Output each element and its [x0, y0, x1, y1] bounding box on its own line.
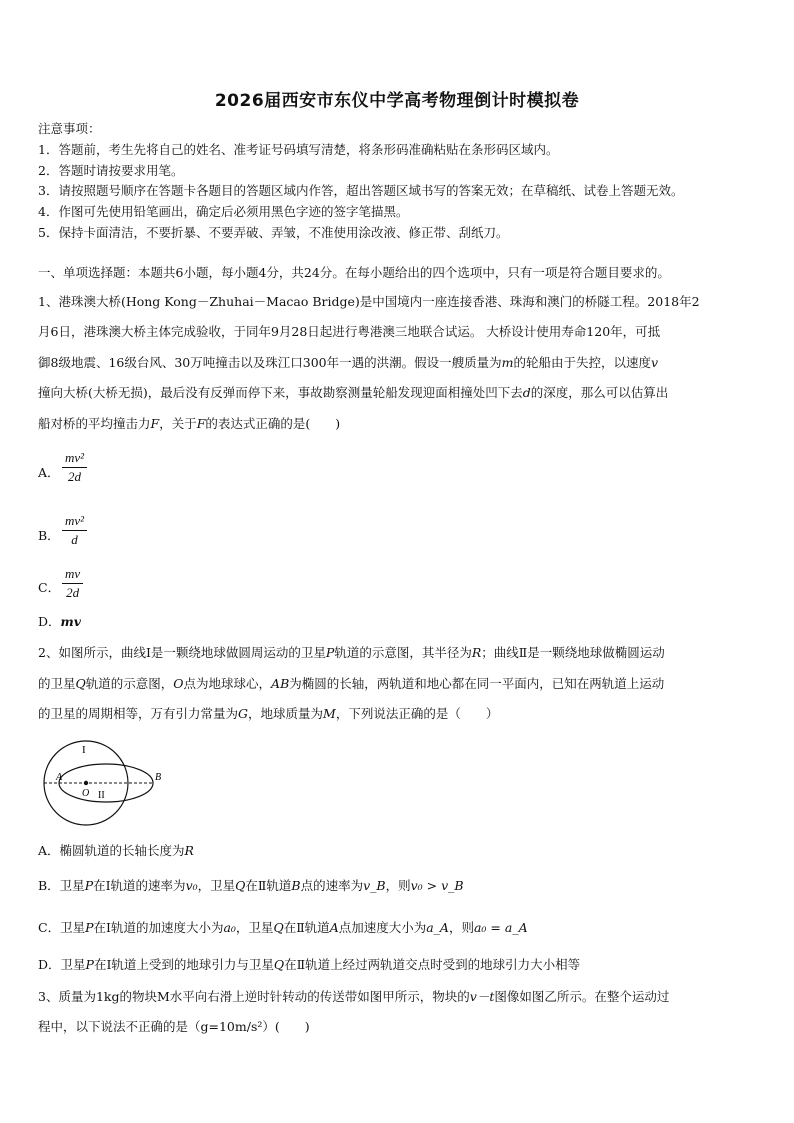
option-label: C． [38, 580, 61, 595]
option-a-fraction: mv² 2d [62, 450, 87, 485]
q2-line: 的卫星的周期相等，万有引力常量为G，地球质量为M，下列说法正确的是（ ） [38, 706, 499, 721]
label-I: I [82, 744, 86, 756]
option-label: B． [38, 528, 60, 543]
page-title: 2026届西安市东仪中学高考物理倒计时模拟卷 [214, 91, 580, 111]
q1-line: 1、港珠澳大桥(Hong Kong－Zhuhai－Macao Bridge)是中国境内一座连接香港、珠海和澳门的桥隧工程。2018年2 [38, 294, 700, 309]
notice-item: 4．作图可先使用铅笔画出，确定后必须用黑色字迹的签字笔描黑。 [38, 204, 409, 219]
q3-line: 程中，以下说法不正确的是（g=10m/s²）( ) [38, 1019, 310, 1034]
notice-item: 1．答题前，考生先将自己的姓名、准考证号码填写清楚，将条形码准确粘贴在条形码区域内。 [38, 142, 559, 157]
option-b-fraction: mv² d [62, 513, 87, 548]
q2-option-b[interactable]: B．卫星P在Ⅰ轨道的速率为v₀，卫星Q在Ⅱ轨道B点的速率为v_B，则v₀ > v_B [38, 878, 464, 893]
q2-option-d[interactable]: D．卫星P在Ⅰ轨道上受到的地球引力与卫星Q在Ⅱ轨道上经过两轨道交点时受到的地球引力大小相等 [38, 957, 581, 972]
notice-item: 2．答题时请按要求用笔。 [38, 163, 184, 178]
q1-line: 月6日，港珠澳大桥主体完成验收，于同年9月28日起进行粤港澳三地联合试运。 大桥设计使用寿命120年，可抵 [38, 324, 661, 339]
label-II: II [98, 790, 105, 801]
q2-option-a[interactable]: A．椭圆轨道的长轴长度为R [38, 843, 194, 858]
q1-line: 撞向大桥(大桥无损)，最后没有反弹而停下来，事故勘察测量轮船发现迎面相撞处凹下去d的深度，那么可以估算出 [38, 385, 669, 400]
notice-item: 3．请按照题号顺序在答题卡各题目的答题区域内作答，超出答题区域书写的答案无效；在草稿纸、试卷上答题无效。 [38, 183, 684, 198]
option-label: A． [38, 465, 60, 480]
section-heading: 一、单项选择题：本题共6小题，每小题4分，共24分。在每小题给出的四个选项中，只有一项是符合题目要求的。 [38, 265, 670, 280]
notice-heading: 注意事项： [38, 121, 101, 136]
q2-line: 2、如图所示，曲线Ⅰ是一颗绕地球做圆周运动的卫星P轨道的示意图，其半径为R；曲线Ⅱ是一颗绕地球做椭圆运动 [38, 645, 665, 660]
q1-option-d[interactable]: D．mv [38, 614, 82, 629]
q2-line: 的卫星Q轨道的示意图，O点为地球球心，AB为椭圆的长轴，两轨道和地心都在同一平面内，已知在两轨道上运动 [38, 676, 665, 691]
option-c-fraction: mv 2d [62, 566, 83, 601]
q2-option-c[interactable]: C．卫星P在Ⅰ轨道的加速度大小为a₀，卫星Q在Ⅱ轨道A点加速度大小为a_A，则a₀ = a_A [38, 920, 528, 935]
label-O: O [82, 788, 90, 799]
q1-line: 御8级地震、16级台风、30万吨撞击以及珠江口300年一遇的洪潮。假设一艘质量为m的轮船由于失控，以速度v [38, 355, 659, 370]
label-B: B [155, 772, 162, 783]
notice-item: 5．保持卡面清洁，不要折暴、不要弄破、弄皱，不准使用涂改液、修正带、刮纸刀。 [38, 225, 509, 240]
orbit-diagram [36, 738, 166, 828]
earth-center-dot [84, 781, 88, 785]
q1-line: 船对桥的平均撞击力F，关于F的表达式正确的是( ) [38, 416, 341, 431]
q3-line: 3、质量为1kg的物块M水平向右滑上逆时针转动的传送带如图甲所示，物块的v－t图像如图乙所示。在整个运动过 [38, 989, 670, 1004]
label-A: A [56, 772, 63, 783]
